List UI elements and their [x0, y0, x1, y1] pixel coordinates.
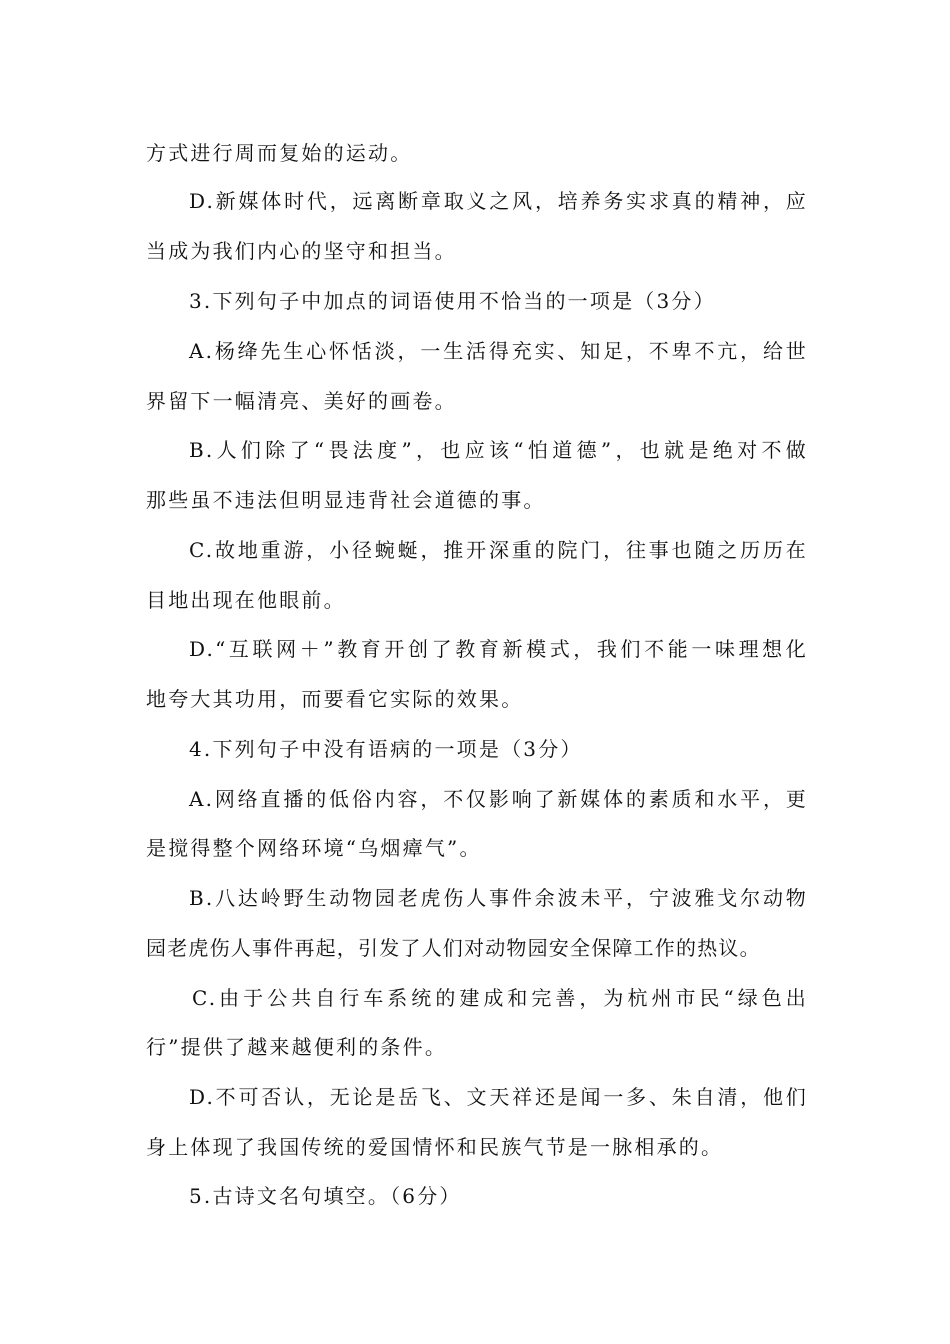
option-3a-line-2: 界留下一幅清亮、美好的画卷。: [146, 389, 457, 413]
option-4d-line-2: 身上体现了我国传统的爱国情怀和民族气节是一脉相承的。: [146, 1135, 724, 1159]
option-3d-line-2: 地夸大其功用，而要看它实际的效果。: [146, 687, 524, 711]
option-4b-line-2: 园老虎伤人事件再起，引发了人们对动物园安全保障工作的热议。: [146, 936, 761, 960]
question-5-title: 5.古诗文名句填空。（6分）: [189, 1184, 462, 1208]
text-line-3: 当成为我们内心的坚守和担当。: [146, 239, 457, 263]
question-3-title: 3.下列句子中加点的词语使用不恰当的一项是（3分）: [189, 289, 716, 313]
option-3b-line-2: 那些虽不违法但明显违背社会道德的事。: [146, 488, 546, 512]
option-3d-line-1: D.“互联网＋”教育开创了教育新模式，我们不能一味理想化: [189, 637, 808, 661]
option-4c-line-2: 行”提供了越来越便利的条件。: [146, 1035, 448, 1059]
option-4a-line-2: 是搅得整个网络环境“乌烟瘴气”。: [146, 836, 482, 860]
question-4-title: 4.下列句子中没有语病的一项是（3分）: [189, 737, 583, 761]
option-4a-line-1: A.网络直播的低俗内容，不仅影响了新媒体的素质和水平，更: [189, 787, 808, 811]
option-3b-line-1: B.人们除了“畏法度”，也应该“怕道德”，也就是绝对不做: [189, 438, 808, 462]
option-4d-line-1: D.不可否认，无论是岳飞、文天祥还是闻一多、朱自清，他们: [189, 1085, 808, 1109]
option-3c-line-2: 目地出现在他眼前。: [146, 588, 346, 612]
option-4b-line-1: B.八达岭野生动物园老虎伤人事件余波未平，宁波雅戈尔动物: [189, 886, 808, 910]
text-line-1: 方式进行周而复始的运动。: [146, 141, 413, 165]
text-line-2: D.新媒体时代，远离断章取义之风，培养务实求真的精神，应: [189, 189, 808, 213]
option-3c-line-1: C.故地重游，小径蜿蜒，推开深重的院门，往事也随之历历在: [189, 538, 808, 562]
option-3a-line-1: A.杨绛先生心怀恬淡，一生活得充实、知足，不卑不亢，给世: [189, 339, 808, 363]
option-4c-line-1: C.由于公共自行车系统的建成和完善，为杭州市民“绿色出: [192, 986, 808, 1010]
